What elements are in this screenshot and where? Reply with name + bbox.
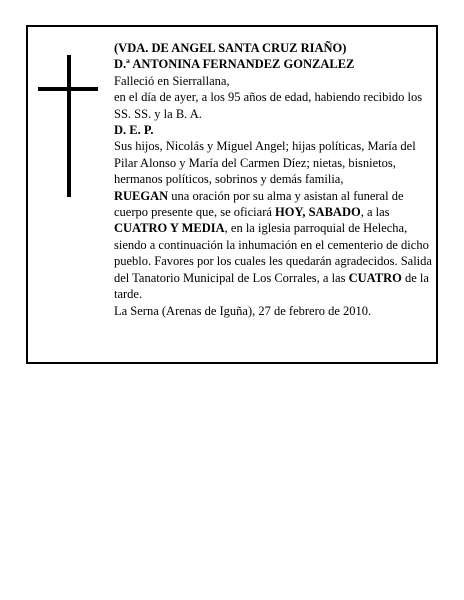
age-line: en el día de ayer, a los 95 años de edad, habiendo recibido los SS. SS. y la B. A. (114, 90, 423, 121)
latin-cross-icon (38, 55, 98, 197)
departure-time: CUATRO (348, 270, 402, 285)
cross-horizontal-bar (38, 87, 98, 91)
prayer-text-1: una oración por su alma y asistan al funeral de cuerpo presente que, se oficiará (114, 188, 404, 220)
deceased-name: D.ª ANTONINA FERNANDEZ GONZALEZ (114, 57, 355, 72)
prayer-text-2: , a las (360, 205, 390, 220)
ruegan-word: RUEGAN (114, 188, 169, 203)
death-place: Falleció en Sierrallana, (114, 73, 230, 88)
cross-vertical-bar (67, 55, 71, 197)
prayer-text-3: , en la iglesia parroquial de Helecha, siendo a continuación la inhumación en el cementerio de dicho pueblo. Favores por los cuales les quedarán agradecidos. Salida del Tanatorio Municipal de Los Corrales, a las (114, 221, 432, 285)
prayer-paragraph (114, 188, 436, 303)
prayer-text-4: de la tarde. (114, 270, 429, 302)
widow-line: (VDA. DE ANGEL SANTA CRUZ RIAÑO) (114, 41, 347, 55)
dep-line: D. E. P. (114, 123, 154, 138)
notice-text (114, 40, 436, 319)
place-date: La Serna (Arenas de Iguña), 27 de febrero de 2010. (114, 303, 372, 318)
funeral-day: HOY, SABADO (275, 205, 361, 220)
funeral-time: CUATRO Y MEDIA (114, 221, 225, 236)
family-line: Sus hijos, Nicolás y Miguel Angel; hijas políticas, María del Pilar Alonso y María del Carmen Díez; nietas, bisnietos, hermanos políticos, sobrinos y demás familia, (114, 139, 416, 187)
obituary-notice (26, 25, 438, 364)
